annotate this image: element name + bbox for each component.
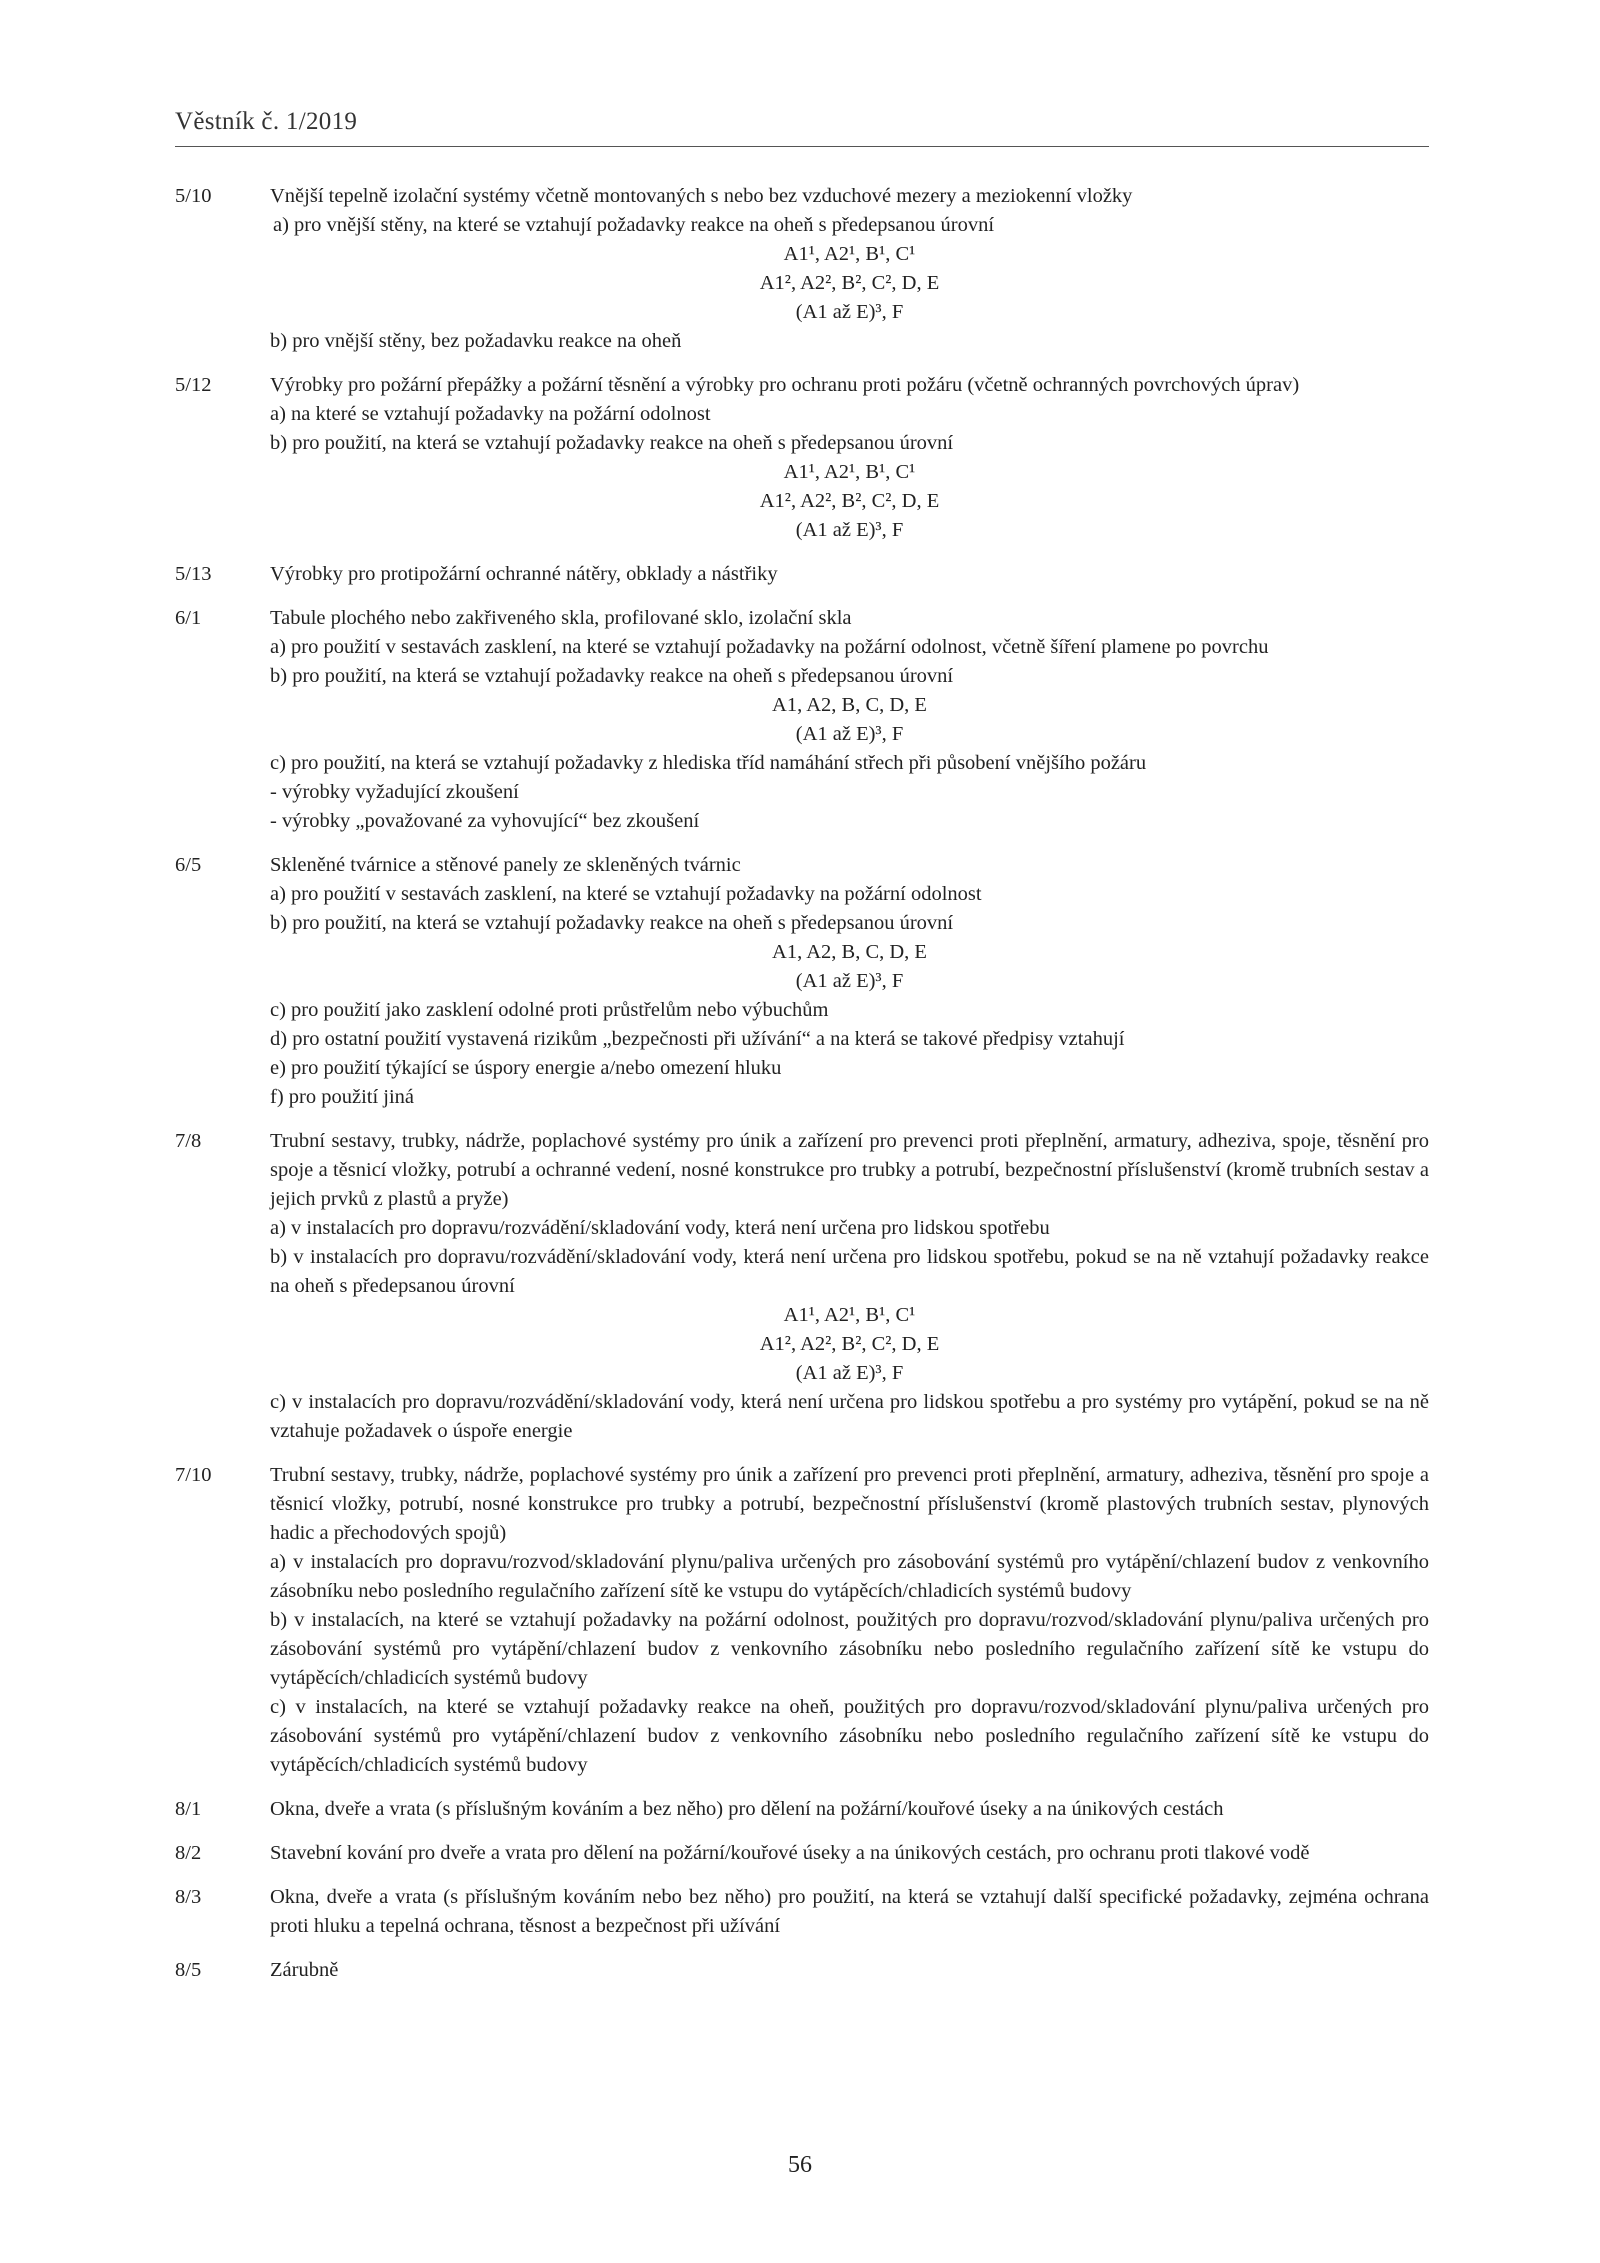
class-levels-line: A1², A2², B², C², D, E	[759, 1333, 940, 1355]
entry-text-line: a) pro použití v sestavách zasklení, na které se vztahují požadavky na požární odolnost, včetně šíření plamene po povrchu	[270, 636, 1269, 658]
entry-text-line: a) na které se vztahují požadavky na požární odolnost	[270, 403, 711, 425]
header-rule	[175, 146, 1429, 147]
entry-text-line: c) v instalacích, na které se vztahují požadavky reakce na oheň, použitých pro dopravu/rozvod/skladování plynu/paliva určených pro zásobování systémů pro vytápění/chlazení budov z venkovního zásobníku nebo posledního regulačního zařízení sítě ke vstupu do vytápěcích/chladicích systémů budovy	[270, 1696, 1429, 1776]
entry-text-line: a) pro vnější stěny, na které se vztahují požadavky reakce na oheň s předepsanou úrovní	[273, 214, 995, 236]
entry-text-line: e) pro použití týkající se úspory energie a/nebo omezení hluku	[270, 1057, 782, 1079]
entry-text-line: Vnější tepelně izolační systémy včetně montovaných s nebo bez vzduchové mezery a meziokenní vložky	[270, 185, 1133, 207]
entry-text-line: a) pro použití v sestavách zasklení, na které se vztahují požadavky na požární odolnost	[270, 883, 982, 905]
entry-text-line: b) pro použití, na která se vztahují požadavky reakce na oheň s předepsanou úrovní	[270, 912, 954, 934]
entry-body	[270, 371, 1429, 545]
class-levels-line: (A1 až E)³, F	[795, 723, 904, 745]
entry-code: 7/8	[175, 1130, 202, 1152]
class-levels-line: (A1 až E)³, F	[795, 519, 904, 541]
class-levels-line: A1, A2, B, C, D, E	[772, 694, 927, 716]
entry-text-line: Okna, dveře a vrata (s příslušným kováním a bez něho) pro dělení na požární/kouřové úseky a na únikových cestách	[270, 1798, 1224, 1820]
entry-8-2	[175, 1839, 1429, 1868]
class-levels-line: (A1 až E)³, F	[795, 1362, 904, 1384]
class-levels-line: A1¹, A2¹, B¹, C¹	[783, 243, 916, 265]
class-levels-line: A1¹, A2¹, B¹, C¹	[783, 461, 916, 483]
entry-text-line: b) pro vnější stěny, bez požadavku reakce na oheň	[270, 330, 682, 352]
entry-8-1	[175, 1795, 1429, 1824]
entry-code: 6/5	[175, 854, 202, 876]
entry-text-line: Výrobky pro požární přepážky a požární těsnění a výrobky pro ochranu proti požáru (včetně ochranných povrchových úprav)	[270, 374, 1300, 396]
document-body	[175, 182, 1429, 2000]
entry-body	[270, 1883, 1429, 1941]
entry-5-12	[175, 371, 1429, 545]
entry-body	[270, 1795, 1429, 1824]
entry-text-line: c) pro použití, na která se vztahují požadavky z hlediska tříd namáhání střech při působení vnějšího požáru	[270, 752, 1147, 774]
entry-body	[270, 1956, 1429, 1985]
entry-7-10	[175, 1461, 1429, 1780]
entry-code: 8/1	[175, 1798, 202, 1820]
entry-code: 8/5	[175, 1959, 202, 1981]
entry-code: 5/12	[175, 374, 212, 396]
entry-8-3	[175, 1883, 1429, 1941]
entry-text-line: Trubní sestavy, trubky, nádrže, poplachové systémy pro únik a zařízení pro prevenci proti přeplnění, armatury, adheziva, těsnění pro spoje a těsnicí vložky, potrubí, nosné konstrukce pro trubky a potrubí, bezpečnostní příslušenství (kromě plastových trubních sestav, plynových hadic a přechodových spojů)	[270, 1464, 1429, 1544]
entry-code: 8/2	[175, 1842, 202, 1864]
class-levels-line: A1², A2², B², C², D, E	[759, 490, 940, 512]
entry-body	[270, 851, 1429, 1112]
entry-text-line: b) pro použití, na která se vztahují požadavky reakce na oheň s předepsanou úrovní	[270, 432, 954, 454]
entry-7-8	[175, 1127, 1429, 1446]
entry-6-5	[175, 851, 1429, 1112]
entry-5-13	[175, 560, 1429, 589]
class-levels-line: (A1 až E)³, F	[795, 301, 904, 323]
entry-code: 5/10	[175, 185, 212, 207]
entry-6-1	[175, 604, 1429, 836]
entry-text-line: Tabule plochého nebo zakřiveného skla, profilované sklo, izolační skla	[270, 607, 852, 629]
entry-body	[270, 604, 1429, 836]
entry-text-line: b) pro použití, na která se vztahují požadavky reakce na oheň s předepsanou úrovní	[270, 665, 954, 687]
class-levels-line: (A1 až E)³, F	[795, 970, 904, 992]
class-levels-line: A1¹, A2¹, B¹, C¹	[783, 1304, 916, 1326]
entry-code: 8/3	[175, 1886, 202, 1908]
entry-body	[270, 1839, 1429, 1868]
entry-body	[270, 1127, 1429, 1446]
entry-text-line: c) v instalacích pro dopravu/rozvádění/skladování vody, která není určena pro lidskou spotřebu a pro systémy pro vytápění, pokud se na ně vztahuje požadavek o úspoře energie	[270, 1391, 1429, 1442]
entry-text-line: a) v instalacích pro dopravu/rozvádění/skladování vody, která není určena pro lidskou spotřebu	[270, 1217, 1050, 1239]
entry-text-line: b) v instalacích, na které se vztahují požadavky na požární odolnost, použitých pro dopravu/rozvod/skladování plynu/paliva určených pro zásobování systémů pro vytápění/chlazení budov z venkovního zásobníku nebo posledního regulačního zařízení sítě ke vstupu do vytápěcích/chladicích systémů budovy	[270, 1609, 1429, 1689]
journal-title: Věstník č. 1/2019	[175, 108, 358, 135]
entry-body	[270, 560, 1429, 589]
entry-text-line: Stavební kování pro dveře a vrata pro dělení na požární/kouřové úseky a na únikových cestách, pro ochranu proti tlakové vodě	[270, 1842, 1310, 1864]
entry-code: 5/13	[175, 563, 212, 585]
entry-text-line: - výrobky „považované za vyhovující“ bez zkoušení	[270, 810, 700, 832]
entry-text-line: f) pro použití jiná	[270, 1086, 415, 1108]
page-number: 56	[788, 2152, 812, 2178]
entry-text-line: Skleněné tvárnice a stěnové panely ze skleněných tvárnic	[270, 854, 741, 876]
entry-body	[270, 182, 1429, 356]
entry-text-line: - výrobky vyžadující zkoušení	[270, 781, 519, 803]
class-levels-line: A1, A2, B, C, D, E	[772, 941, 927, 963]
entry-8-5	[175, 1956, 1429, 1985]
entry-text-line: Trubní sestavy, trubky, nádrže, poplachové systémy pro únik a zařízení pro prevenci proti přeplnění, armatury, adheziva, spoje, těsnění pro spoje a těsnicí vložky, potrubí a ochranné vedení, nosné konstrukce pro trubky a potrubí, bezpečnostní příslušenství (kromě trubních sestav a jejich prvků z plastů a pryže)	[270, 1130, 1429, 1210]
entry-text-line: c) pro použití jako zasklení odolné proti průstřelům nebo výbuchům	[270, 999, 829, 1021]
class-levels-line: A1², A2², B², C², D, E	[759, 272, 940, 294]
entry-text-line: b) v instalacích pro dopravu/rozvádění/skladování vody, která není určena pro lidskou spotřebu, pokud se na ně vztahují požadavky reakce na oheň s předepsanou úrovní	[270, 1246, 1429, 1297]
entry-text-line: a) v instalacích pro dopravu/rozvod/skladování plynu/paliva určených pro zásobování systémů pro vytápění/chlazení budov z venkovního zásobníku nebo posledního regulačního zařízení sítě ke vstupu do vytápěcích/chladicích systémů budovy	[270, 1551, 1429, 1602]
entry-text-line: Zárubně	[270, 1959, 339, 1981]
entry-body	[270, 1461, 1429, 1780]
page-header	[175, 108, 1429, 136]
entry-text-line: d) pro ostatní použití vystavená rizikům „bezpečnosti při užívání“ a na která se takové předpisy vztahují	[270, 1028, 1125, 1050]
entry-code: 7/10	[175, 1464, 212, 1486]
entry-code: 6/1	[175, 607, 202, 629]
entry-text-line: Výrobky pro protipožární ochranné nátěry, obklady a nástřiky	[270, 563, 778, 585]
entry-text-line: Okna, dveře a vrata (s příslušným kováním nebo bez něho) pro použití, na která se vztahují další specifické požadavky, zejména ochrana proti hluku a tepelná ochrana, těsnost a bezpečnost při užívání	[270, 1886, 1429, 1937]
entry-5-10	[175, 182, 1429, 356]
